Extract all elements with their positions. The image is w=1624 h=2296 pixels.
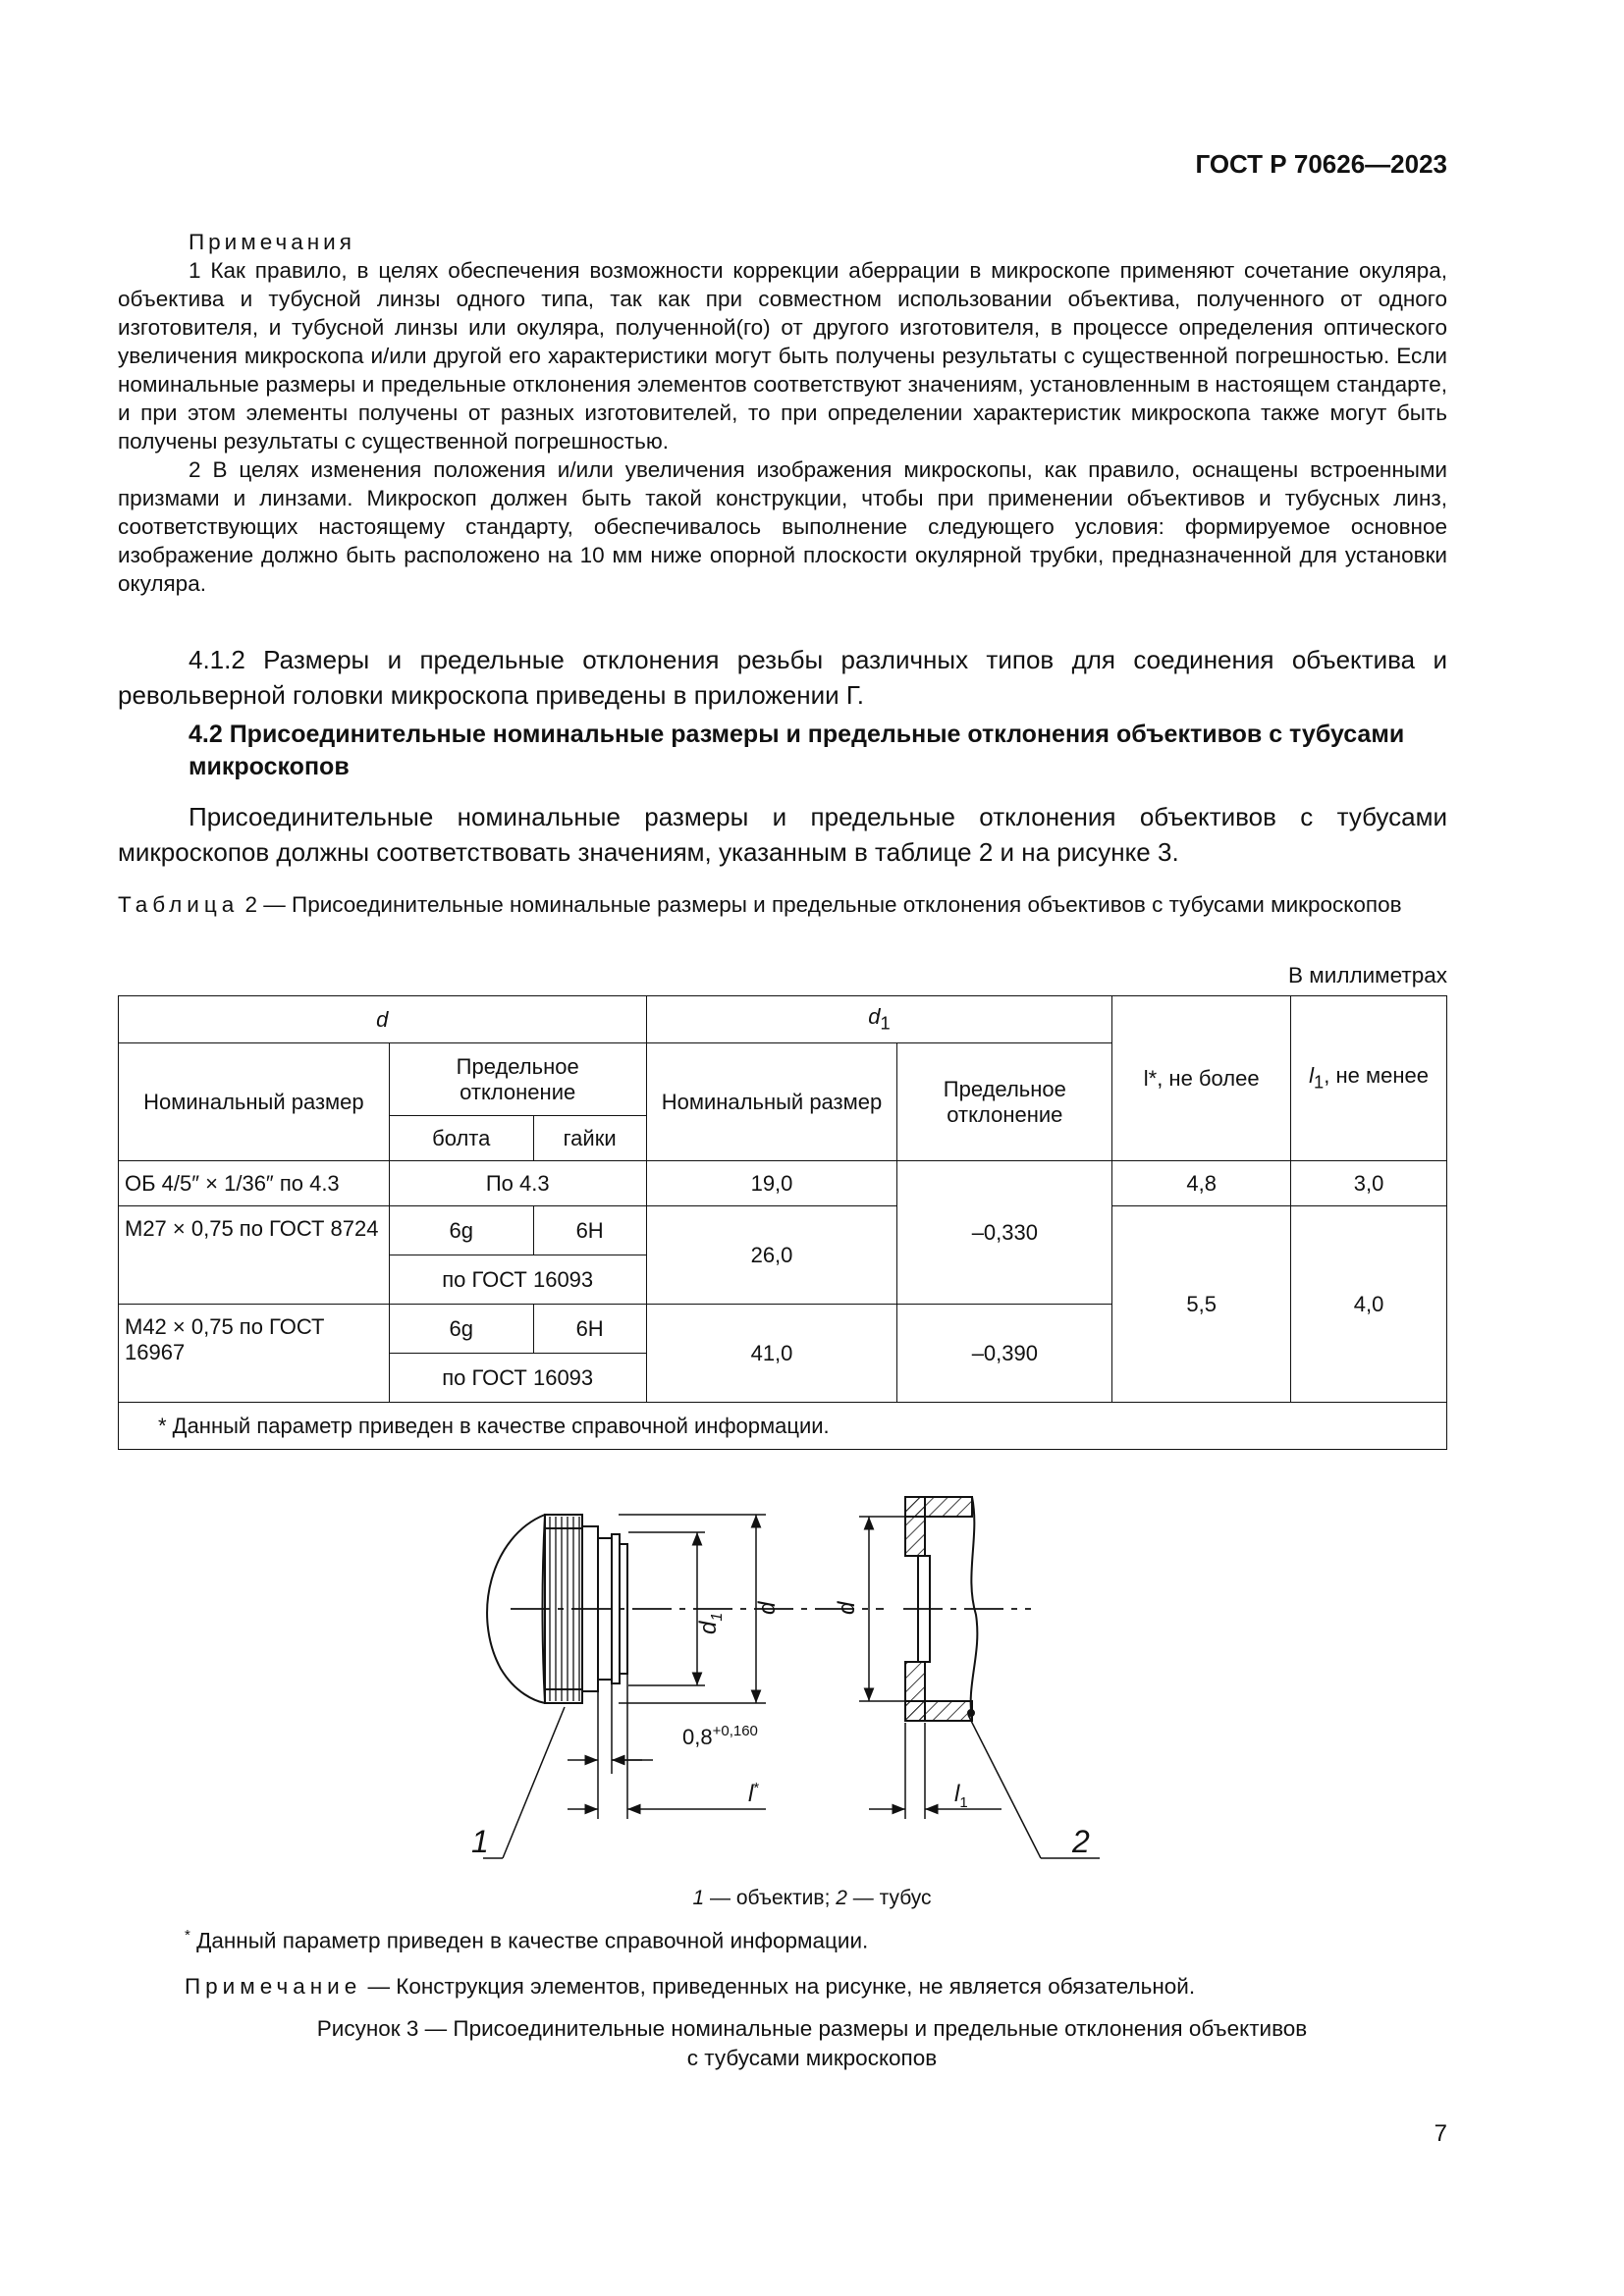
row1-deviation: По 4.3 <box>389 1161 646 1206</box>
dimensions <box>483 1515 1100 1858</box>
row2-nominal: М27 × 0,75 по ГОСТ 8724 <box>119 1206 390 1305</box>
table-footnote: * Данный параметр приведен в качестве справочной информации. <box>119 1403 1447 1450</box>
notes-title: Примечания <box>189 230 355 254</box>
row1-nominal: ОБ 4/5″ × 1/36″ по 4.3 <box>119 1161 390 1206</box>
header-deviation: Предельное отклонение <box>389 1043 646 1116</box>
table-units: В миллиметрах <box>1288 963 1447 988</box>
figure-note <box>185 1974 1195 2000</box>
header-d1: $d_1$ <box>646 996 1112 1043</box>
l1-23: 4,0 <box>1291 1206 1447 1403</box>
table-caption-text: 2 — Присоединительные номинальные размеры и предельные отклонения объективов с тубусами микроскопов <box>244 892 1402 917</box>
figure-caption-line1: Рисунок 3 — Присоединительные номинальные размеры и предельные отклонения объективов <box>316 2016 1308 2041</box>
label-l1: $l_1$ <box>954 1781 968 1811</box>
header-nominal: Номинальный размер <box>119 1043 390 1161</box>
figure-footnote: * Данный параметр приведен в качестве справочной информации. <box>185 1927 869 1953</box>
figure-caption <box>0 2014 1624 2073</box>
row1-l: 4,8 <box>1112 1161 1291 1206</box>
figure-note-text: — Конструкция элементов, приведенных на рисунке, не является обязательной. <box>361 1974 1196 1999</box>
section-4-2-text: Присоединительные номинальные размеры и предельные отклонения объективов с тубусами микроскопов должны соответствовать значениям, указанным в таблице 2 и на рисунке 3. <box>118 802 1447 867</box>
page-number: 7 <box>1434 2120 1447 2147</box>
label-d1: $d_1$ <box>695 1612 726 1634</box>
header-deviation-d1: Предельное отклонение <box>897 1043 1112 1161</box>
notes-block <box>118 228 1447 598</box>
row3-std: по ГОСТ 16093 <box>389 1354 646 1403</box>
table-caption-label: Таблица <box>118 892 240 917</box>
label-d-tube: d <box>834 1601 860 1615</box>
row3-d1-deviation: –0,390 <box>897 1305 1112 1403</box>
row2-nut: 6H <box>533 1206 646 1255</box>
label-d: d <box>754 1601 781 1615</box>
header-bolt: болта <box>389 1116 533 1161</box>
section-4-1-2-text: 4.1.2 Размеры и предельные отклонения резьбы различных типов для соединения объектива и револьверной головки микроскопа приведены в приложении Г. <box>118 645 1447 710</box>
label-l: l* <box>748 1780 760 1807</box>
header-nominal-d1: Номинальный размер <box>646 1043 897 1161</box>
figure-legend: 1 — объектив; 2 — тубус <box>692 1887 932 1909</box>
header-nut: гайки <box>533 1116 646 1161</box>
callout-2: 2 <box>1072 1824 1090 1859</box>
table-2 <box>118 995 1447 1450</box>
row2-d1-nominal: 26,0 <box>646 1206 897 1305</box>
figure-labels <box>471 1601 1090 1859</box>
row3-bolt: 6g <box>389 1305 533 1354</box>
section-4-2 <box>118 799 1447 870</box>
row2-bolt: 6g <box>389 1206 533 1255</box>
document-header: ГОСТ Р 70626—2023 <box>1195 149 1447 179</box>
row3-nut: 6H <box>533 1305 646 1354</box>
row3-d1-nominal: 41,0 <box>646 1305 897 1403</box>
figure-3-drawing <box>471 1487 1159 1880</box>
header-l1: $l_1$, не менее <box>1291 996 1447 1161</box>
row1-d1-nominal: 19,0 <box>646 1161 897 1206</box>
l-23: 5,5 <box>1112 1206 1291 1403</box>
callout-1: 1 <box>471 1824 489 1859</box>
figure-caption-line2: с тубусами микроскопов <box>686 2046 938 2070</box>
d1-deviation-12: –0,330 <box>897 1161 1112 1305</box>
section-4-2-heading: 4.2 Присоединительные номинальные размеры и предельные отклонения объективов с тубусами микроскопов <box>189 721 1405 780</box>
label-dim-08: $0,8^{+0,160}$ <box>682 1723 758 1749</box>
table-caption <box>118 890 1447 919</box>
row1-l1: 3,0 <box>1291 1161 1447 1206</box>
header-l: l*, не более <box>1112 996 1291 1161</box>
section-4-1-2 <box>118 642 1447 713</box>
note-2: 2 В целях изменения положения и/или увеличения изображения микроскопы, как правило, оснащены встроенными призмами и линзами. Микроскоп должен быть такой конструкции, чтобы при применении объективов и тубусных линз, соответствующих настоящему стандарту, обеспечивалось выполнение следующего условия: формируемое основное изображение должно быть расположено на 10 мм ниже опорной плоскости окулярной трубки, предназначенной для установки окуляра. <box>118 457 1447 596</box>
header-d: d <box>119 996 647 1043</box>
row2-std: по ГОСТ 16093 <box>389 1255 646 1305</box>
note-1: 1 Как правило, в целях обеспечения возможности коррекции аберрации в микроскопе применяют сочетание окуляра, объектива и тубусной линзы одного типа, так как при совместном использовании объектива, полученного от одного изготовителя, и тубусной линзы или окуляра, полученной(го) от другого изготовителя, в процессе определения оптического увеличения микроскопа и/или другой его характеристики могут быть получены результаты с существенной погрешностью. Если номинальные размеры и предельные отклонения элементов соответствуют значениям, установленным в настоящем стандарте, и при этом элементы получены от разных изготовителей, то при определении характеристик микроскопа также могут быть получены результаты с существенной погрешностью. <box>118 258 1447 454</box>
row3-nominal: М42 × 0,75 по ГОСТ 16967 <box>119 1305 390 1403</box>
figure-note-label: Примечание <box>185 1974 362 1999</box>
